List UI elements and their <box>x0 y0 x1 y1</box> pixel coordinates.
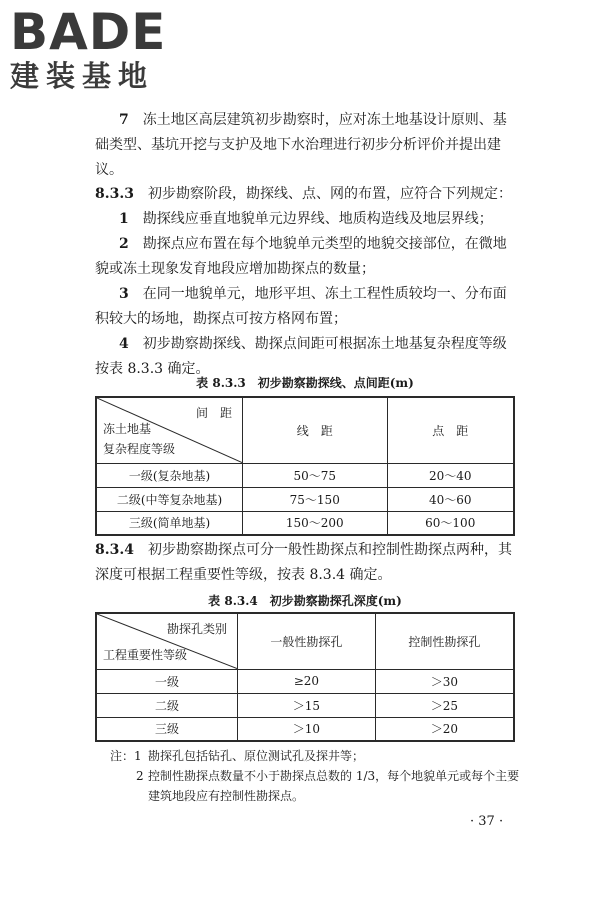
table-notes <box>110 746 520 806</box>
general-depth-cell: ＞15 <box>238 693 376 717</box>
column-header-point-spacing: 点 距 <box>387 397 514 463</box>
table-row <box>96 463 514 487</box>
table-8-3-3-caption: 表 8.3.3 初步勘察勘探线、点间距(m) <box>196 376 414 390</box>
grade-cell: 三级(简单地基) <box>96 511 243 535</box>
control-depth-cell: ＞30 <box>375 669 514 693</box>
point-spacing-cell: 20～40 <box>387 463 514 487</box>
grade-cell: 一级(复杂地基) <box>96 463 243 487</box>
item-text: 勘探线应垂直地貌单元边界线、地质构造线及地层界线； <box>142 211 493 227</box>
column-header-line-spacing: 线 距 <box>243 397 388 463</box>
item-number: 3 <box>119 286 129 302</box>
note-text: 勘探孔包括钻孔、原位测试孔及探井等； <box>148 749 365 763</box>
paragraph-text: 冻土地区高层建筑初步勘察时，应对冻土地基设计原则、基础类型、基坑开挖与支护及地下水治理进行初步分析评价并提出建议。 <box>95 112 507 178</box>
point-spacing-cell: 60～100 <box>387 511 514 535</box>
corner-bottom-label: 工程重要性等级 <box>103 647 188 662</box>
note-number: 2 <box>136 769 144 783</box>
item-number: 7 <box>119 112 129 128</box>
item-number: 4 <box>119 336 129 352</box>
grade-cell: 二级 <box>96 693 238 717</box>
item-text: 初步勘察勘探线、勘探点间距可根据冻土地基复杂程度等级按表 8.3.3 确定。 <box>95 336 507 377</box>
note-number: 1 <box>134 749 142 763</box>
control-depth-cell: ＞25 <box>375 693 514 717</box>
clause-8-3-3 <box>95 182 515 207</box>
logo-subtitle: 建装基地 <box>10 59 155 93</box>
page-number: · 37 · <box>470 814 504 829</box>
table-row <box>96 669 514 693</box>
grade-cell: 一级 <box>96 669 238 693</box>
list-item-3 <box>95 282 515 332</box>
note-1 <box>110 746 520 766</box>
logo <box>10 3 167 93</box>
list-item-2 <box>95 232 515 282</box>
note-2 <box>110 766 520 806</box>
corner-top-label: 间 距 <box>195 406 232 420</box>
table-8-3-3 <box>95 396 515 536</box>
table-header-row <box>96 613 514 669</box>
table-row <box>96 717 514 741</box>
clause-text: 初步勘察勘探点可分一般性勘探点和控制性勘探点两种，其深度可根据工程重要性等级，按表 8.3.4 确定。 <box>95 542 512 583</box>
general-depth-cell: ≥20 <box>238 669 376 693</box>
grade-cell: 二级(中等复杂地基) <box>96 487 243 511</box>
control-depth-cell: ＞20 <box>375 717 514 741</box>
table-corner-cell <box>96 397 243 463</box>
corner-bottom-line-1: 冻土地基 <box>103 421 152 436</box>
paragraph-7 <box>95 108 515 183</box>
corner-top-label: 勘探孔类别 <box>166 622 227 636</box>
line-spacing-cell: 50～75 <box>243 463 388 487</box>
note-prefix: 注： <box>110 749 135 763</box>
table-corner-cell <box>96 613 238 669</box>
corner-bottom-line-2: 复杂程度等级 <box>103 441 176 456</box>
note-text: 控制性勘探点数量不小于勘探点总数的 1/3，每个地貌单元或每个主要建筑地段应有控制性勘探点。 <box>148 769 520 803</box>
table-8-3-4 <box>95 612 515 742</box>
column-header-general-hole: 一般性勘探孔 <box>238 613 376 669</box>
table-row <box>96 693 514 717</box>
line-spacing-cell: 75～150 <box>243 487 388 511</box>
table-row <box>96 487 514 511</box>
clause-number: 8.3.3 <box>95 186 134 202</box>
table-row <box>96 511 514 535</box>
clause-8-3-4 <box>95 538 515 588</box>
clause-text: 初步勘察阶段，勘探线、点、网的布置，应符合下列规定： <box>147 186 512 202</box>
table-8-3-4-caption: 表 8.3.4 初步勘察勘探孔深度(m) <box>208 594 402 608</box>
column-header-control-hole: 控制性勘探孔 <box>375 613 514 669</box>
note-label <box>110 746 148 766</box>
list-item-1 <box>95 207 515 232</box>
table-header-row <box>96 397 514 463</box>
item-text: 在同一地貌单元，地形平坦、冻土工程性质较均一、分布面积较大的场地，勘探点可按方格网布置； <box>95 286 507 327</box>
line-spacing-cell: 150～200 <box>243 511 388 535</box>
point-spacing-cell: 40～60 <box>387 487 514 511</box>
corner-bottom-label <box>103 419 175 459</box>
grade-cell: 三级 <box>96 717 238 741</box>
item-text: 勘探点应布置在每个地貌单元类型的地貌交接部位，在微地貌或冻土现象发育地段应增加勘探点的数量； <box>95 236 507 277</box>
item-number: 1 <box>119 211 129 227</box>
general-depth-cell: ＞10 <box>238 717 376 741</box>
clause-number: 8.3.4 <box>95 542 134 558</box>
logo-brand: BADE <box>10 3 167 61</box>
item-number: 2 <box>119 236 129 252</box>
